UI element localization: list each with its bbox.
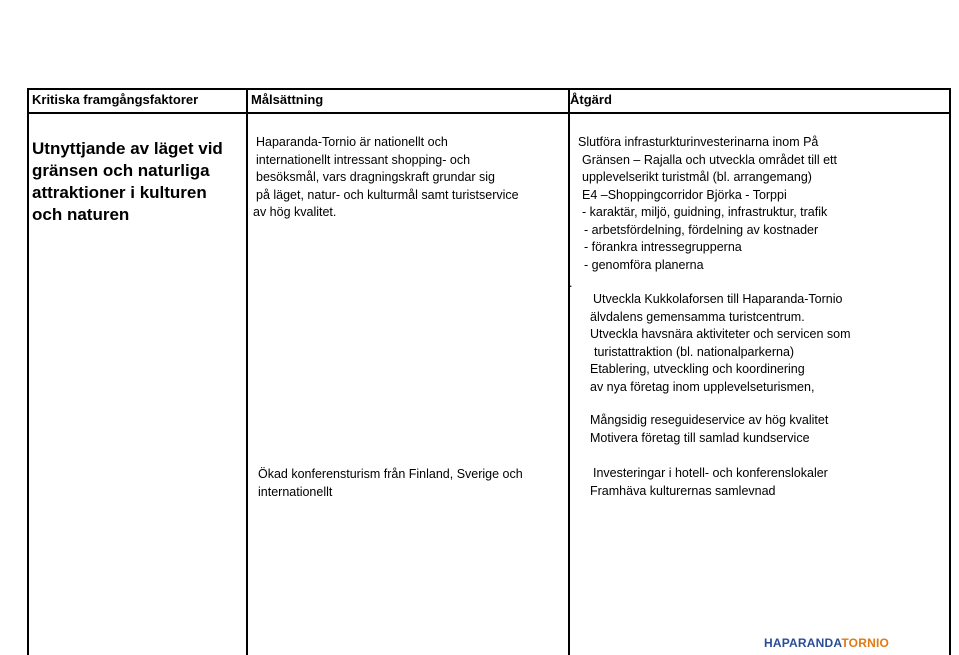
action-line: av nya företag inom upplevelseturismen,: [590, 379, 815, 394]
action-paragraph-1: [578, 134, 837, 274]
action-line: - förankra intressegrupperna: [584, 240, 742, 254]
goal-line: Ökad konferensturism från Finland, Sverige och: [258, 467, 523, 481]
goal-line: Haparanda-Tornio är nationellt och: [256, 135, 448, 149]
header-goal: Målsättning: [251, 92, 324, 107]
action-line: Framhäva kulturernas samlevnad: [590, 483, 776, 498]
goal-paragraph-2: [258, 466, 523, 501]
action-line: Motivera företag till samlad kundservice: [590, 430, 810, 445]
factor-line: gränsen och naturliga: [32, 161, 210, 180]
stray-dot: .: [569, 276, 573, 290]
goal-paragraph-1: [253, 134, 519, 222]
action-line: Mångsidig reseguideservice av hög kvalitet: [590, 413, 829, 427]
action-line: - genomföra planerna: [584, 257, 704, 272]
action-line: Utveckla havsnära aktiviteter och servicen som: [590, 327, 851, 341]
action-line: Investeringar i hotell- och konferenslokaler: [593, 466, 828, 480]
logo-part-tornio: TORNIO: [841, 636, 890, 650]
logo-part-haparanda: HAPARANDA: [764, 636, 842, 650]
action-line: upplevelserikt turistmål (bl. arrangemang): [582, 170, 812, 184]
header-critical-factors: Kritiska framgångsfaktorer: [32, 92, 199, 107]
action-paragraph-3: [590, 412, 828, 447]
action-line: turistattraktion (bl. nationalparkerna): [594, 344, 795, 359]
action-line: E4 –Shoppingcorridor Björka - Torppi: [582, 187, 787, 202]
action-line: älvdalens gemensamma turistcentrum.: [590, 309, 805, 324]
goal-line: på läget, natur- och kulturmål samt turistservice: [256, 187, 519, 202]
table-top-rule: [27, 88, 951, 90]
goal-line: internationellt: [258, 484, 333, 499]
table-right-rule: [949, 88, 951, 655]
goal-line: av hög kvalitet.: [253, 205, 337, 219]
col2-divider: [568, 88, 573, 655]
factor-line: attraktioner i kulturen: [32, 183, 207, 202]
factor-text: [32, 138, 247, 226]
action-paragraph-2: [590, 291, 851, 396]
table-left-rule: [27, 88, 29, 655]
factor-line: och naturen: [32, 205, 130, 224]
haparanda-tornio-logo: [764, 636, 889, 650]
action-line: - arbetsfördelning, fördelning av kostnader: [584, 222, 819, 237]
factor-line: Utnyttjande av läget vid: [32, 139, 223, 158]
action-line: Utveckla Kukkolaforsen till Haparanda-Tornio: [593, 292, 843, 306]
goal-line: internationellt intressant shopping- och: [256, 152, 471, 167]
action-line: Gränsen – Rajalla och utveckla området till ett: [582, 152, 837, 167]
header-action: Åtgärd: [570, 92, 612, 107]
action-line: Etablering, utveckling och koordinering: [590, 362, 805, 376]
action-line: Slutföra infrasturkturinvesterinarna inom På: [578, 135, 819, 149]
action-line: - karaktär, miljö, guidning, infrastruktur, trafik: [582, 205, 828, 219]
action-paragraph-4: [590, 465, 828, 500]
header-bottom-rule: [27, 112, 951, 114]
goal-line: besöksmål, vars dragningskraft grundar sig: [256, 170, 496, 184]
